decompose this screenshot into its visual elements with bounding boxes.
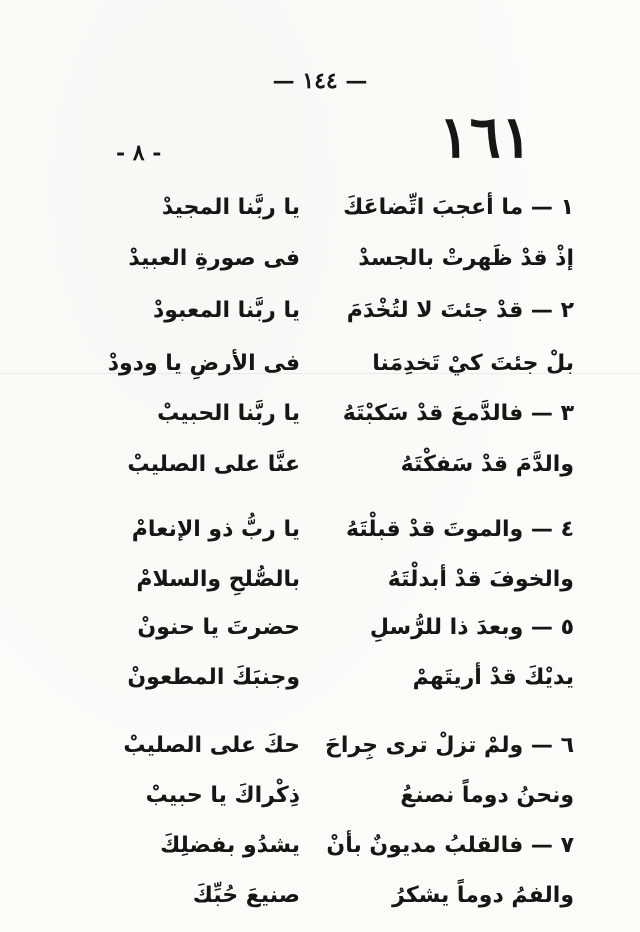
verse-line — [0, 726, 640, 766]
verse-line-second-half: يا ربَّنا الحبيبْ — [157, 401, 300, 426]
verse-line — [0, 608, 640, 648]
verse-line — [0, 658, 640, 698]
verse-line-second-half: حكَ على الصليبْ — [123, 733, 300, 758]
verse-line-second-half: حضرتَ يا حنونْ — [137, 615, 300, 640]
verse-line-first-half: ٥ — وبعدَ ذا للرُّسلِ — [369, 615, 574, 640]
page-number: — ١٤٤ — — [272, 68, 368, 94]
verse-line — [0, 291, 640, 331]
verse-line-second-half: يا ربَّنا المعبودْ — [152, 298, 300, 323]
verse-line-first-half: والخوفَ قدْ أبدلْتَهُ — [387, 567, 574, 592]
verse-line-second-half: وجنبَكَ المطعونْ — [127, 665, 300, 690]
verse-line-first-half: والفمُ دوماً يشكرُ — [392, 883, 574, 908]
verse-line-second-half: فى صورةِ العبيدْ — [128, 246, 300, 271]
verse-line — [0, 188, 640, 228]
verse-line-first-half: ونحنُ دوماً نصنعُ — [400, 783, 574, 808]
verse-line-second-half: صنيعَ حُبِّكَ — [192, 883, 300, 908]
verse-line — [0, 445, 640, 485]
verse-line-first-half: ٤ — والموتَ قدْ قبلْتَهُ — [345, 517, 574, 542]
verse-line-second-half: يا ربَّنا المجيدْ — [161, 195, 300, 220]
verse-line-second-half: فى الأرضِ يا ودودْ — [107, 351, 300, 376]
verse-line-second-half: عنَّا على الصليبْ — [127, 452, 300, 477]
verse-line — [0, 344, 640, 384]
verse-line-first-half: بلْ جئتَ كيْ تَخدِمَنا — [372, 351, 574, 376]
hymn-number: ١٦١ — [438, 103, 532, 171]
verse-line-first-half: ٢ — قدْ جئتَ لا لتُخْدَمَ — [346, 298, 574, 323]
verse-line — [0, 510, 640, 550]
verse-line-second-half: يا ربُّ ذو الإنعامْ — [131, 517, 300, 542]
verse-line-second-half: يشدُو بفضلِكَ — [160, 833, 300, 858]
verse-line-first-half: إذْ قدْ ظَهرتْ بالجسدْ — [358, 246, 574, 271]
verse-line-first-half: ٧ — فالقلبُ مديونٌ بأنْ — [326, 833, 574, 858]
verse-line-first-half: يديْكَ قدْ أريتَهمْ — [412, 665, 574, 690]
verse-line-first-half: ٣ — فالدَّمعَ قدْ سَكبْتَهُ — [342, 401, 574, 426]
verse-line-first-half: ١ — ما أعجبَ اتِّضاعَكَ — [343, 195, 574, 220]
tune-number: - ٨ - — [116, 140, 162, 166]
verse-line-second-half: ذِكْراكَ يا حبيبْ — [145, 783, 300, 808]
verse-line-second-half: بالصُّلحِ والسلامْ — [136, 567, 300, 592]
verse-line-first-half: ٦ — ولمْ تزلْ ترى جِراحَ — [324, 733, 574, 758]
verse-line — [0, 876, 640, 916]
verse-line — [0, 776, 640, 816]
verse-line — [0, 826, 640, 866]
verse-line-first-half: والدَّمَ قدْ سَفكْتَهُ — [400, 452, 574, 477]
verse-line — [0, 394, 640, 434]
verse-line — [0, 560, 640, 600]
verse-line — [0, 239, 640, 279]
